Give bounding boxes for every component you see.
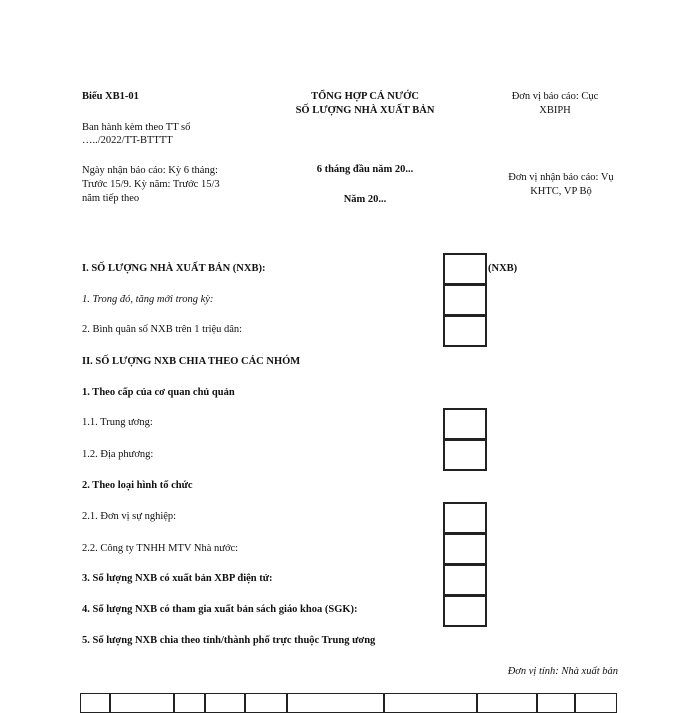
unit-note: Đơn vị tính: Nhà xuất bản: [507, 666, 618, 677]
electronic-publishing-input[interactable]: [443, 564, 487, 596]
page-title-line1: TỔNG HỢP CẢ NƯỚC: [311, 91, 419, 102]
publishers-per-million-label: 2. Bình quân số NXB trên 1 triệu dân:: [82, 324, 243, 335]
central-input[interactable]: [443, 408, 487, 440]
table-column-divider: [204, 694, 206, 712]
group-2-title: 2. Theo loại hình tổ chức: [82, 480, 193, 491]
total-publishers-input[interactable]: [443, 253, 487, 285]
reporting-unit-line1: Đơn vị báo cáo: Cục: [511, 91, 599, 102]
group-1-title: 1. Theo cấp của cơ quan chủ quản: [82, 387, 235, 398]
textbook-publishing-input[interactable]: [443, 595, 487, 627]
state-company-label: 2.2. Công ty TNHH MTV Nhà nước:: [82, 543, 239, 554]
public-unit-label: 2.1. Đơn vị sự nghiệp:: [82, 511, 177, 522]
table-column-divider: [109, 694, 111, 712]
table-column-divider: [383, 694, 385, 712]
period-year: Năm 20...: [343, 194, 387, 205]
table-column-divider: [536, 694, 538, 712]
section-1-unit: (NXB): [488, 263, 518, 274]
receipt-date-line3: năm tiếp theo: [82, 193, 140, 204]
table-column-divider: [574, 694, 576, 712]
page-title-line2: SỐ LƯỢNG NHÀ XUẤT BẢN: [295, 105, 435, 116]
issued-note-line2: …../2022/TT-BTTTT: [82, 135, 173, 146]
local-label: 1.2. Địa phương:: [82, 449, 154, 460]
state-company-input[interactable]: [443, 533, 487, 565]
receipt-date-line2: Trước 15/9. Kỳ năm: Trước 15/3: [82, 179, 220, 190]
table-column-divider: [286, 694, 288, 712]
new-publishers-input[interactable]: [443, 284, 487, 316]
group-3-title: 3. Số lượng NXB có xuất bản XBP điện tử:: [82, 573, 273, 584]
table-column-divider: [244, 694, 246, 712]
new-publishers-label: 1. Trong đó, tăng mới trong kỳ:: [82, 294, 214, 305]
receiving-unit-line2: KHTC, VP Bộ: [530, 186, 592, 197]
form-code: Biểu XB1-01: [82, 91, 139, 102]
reporting-unit-line2: XBIPH: [539, 105, 571, 116]
receiving-unit-line1: Đơn vị nhận báo cáo: Vụ: [508, 172, 614, 183]
issued-note-line1: Ban hành kèm theo TT số: [82, 122, 191, 133]
table-column-divider: [173, 694, 175, 712]
section-2-title: II. SỐ LƯỢNG NXB CHIA THEO CÁC NHÓM: [82, 356, 301, 367]
local-input[interactable]: [443, 439, 487, 471]
section-1-title: I. SỐ LƯỢNG NHÀ XUẤT BẢN (NXB):: [82, 263, 266, 274]
public-unit-input[interactable]: [443, 502, 487, 534]
period-half-year: 6 tháng đầu năm 20...: [316, 164, 414, 175]
group-4-title: 4. Số lượng NXB có tham gia xuất bản sách giáo khoa (SGK):: [82, 604, 358, 615]
table-column-divider: [476, 694, 478, 712]
group-5-title: 5. Số lượng NXB chia theo tỉnh/thành phố trực thuộc Trung ương: [82, 635, 376, 646]
publishers-per-million-input[interactable]: [443, 315, 487, 347]
province-table: [80, 693, 617, 713]
central-label: 1.1. Trung ương:: [82, 417, 153, 428]
receipt-date-line1: Ngày nhận báo cáo: Kỳ 6 tháng:: [82, 165, 218, 176]
